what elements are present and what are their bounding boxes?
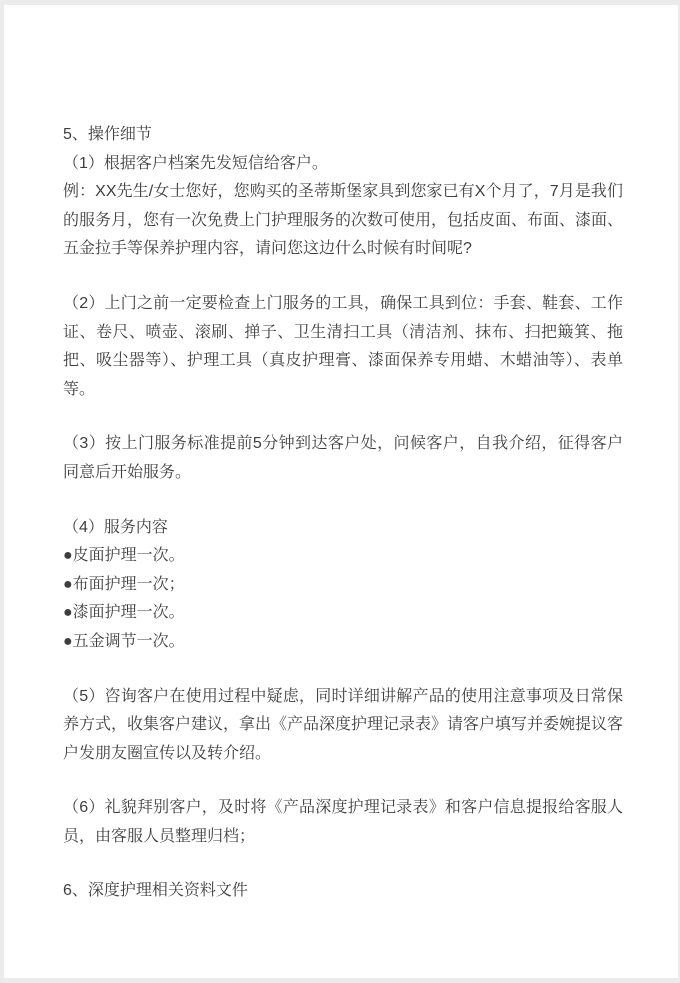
section-5-heading: 5、操作细节 [63, 126, 152, 143]
step-6-paragraph: （6）礼貌拜别客户，及时将《产品深度护理记录表》和客户信息提报给客服人员，由客服人员整理归档； [63, 799, 623, 845]
sms-example-paragraph: 例：XX先生/女士您好，您购买的圣蒂斯堡家具到您家已有X个月了，7月是我们的服务月，您有一次免费上门护理服务的次数可使用，包括皮面、布面、漆面、五金拉手等保养护理内容，请问您这边什么时候有时间呢? [63, 183, 624, 258]
service-item-leather: ●皮面护理一次。 [63, 547, 185, 565]
document-content [4, 5, 678, 906]
step-1-paragraph: （1）根据客户档案先发短信给客户。 [63, 154, 328, 172]
step-4-paragraph: （4）服务内容 [63, 518, 168, 536]
step-3-paragraph: （3）按上门服务标准提前5分钟到达客户处，问候客户，自我介绍，征得客户同意后开始服务。 [63, 435, 623, 481]
step-2-paragraph: （2）上门之前一定要检查上门服务的工具，确保工具到位：手套、鞋套、工作证、卷尺、喷壶、滚刷、掸子、卫生清扫工具（清洁剂、抹布、扫把簸箕、拖把、吸尘器等）、护理工具（真皮护理膏、漆面保养专用蜡、木蜡油等）、表单等。 [63, 294, 623, 398]
section-6-heading: 6、深度护理相关资料文件 [63, 882, 248, 900]
service-item-hardware: ●五金调节一次。 [63, 632, 185, 650]
service-item-fabric: ●布面护理一次； [63, 575, 185, 593]
step-5-paragraph: （5）咨询客户在使用过程中疑虑，同时详细讲解产品的使用注意事项及日常保养方式，收集客户建议，拿出《产品深度护理记录表》请客户填写并委婉提议客户发朋友圈宣传以及转介绍。 [63, 687, 624, 762]
service-content-group [63, 514, 623, 657]
service-item-paint: ●漆面护理一次。 [63, 604, 185, 622]
document-page [4, 5, 678, 978]
